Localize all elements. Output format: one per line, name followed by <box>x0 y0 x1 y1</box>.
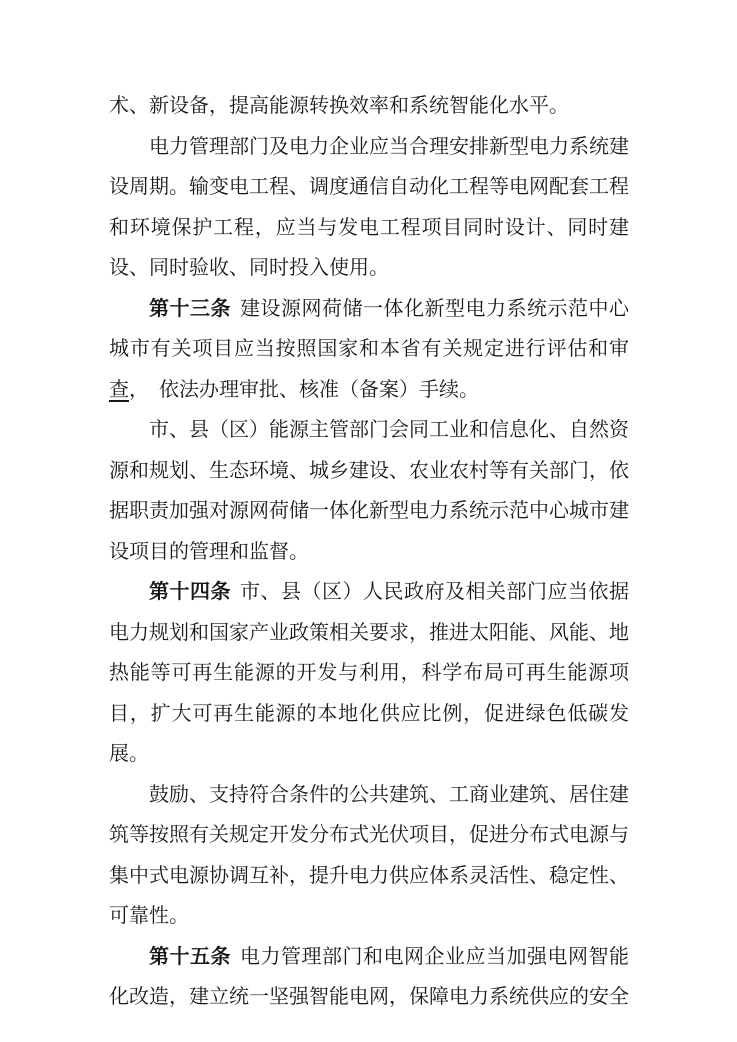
paragraph-4 <box>109 410 629 572</box>
article-number: 第十四条 <box>149 581 231 603</box>
paragraph-text: 市、县（区）能源主管部门会同工业和信息化、自然资源和规划、生态环境、城乡建设、农业农村等有关部门，依据职责加强对源网荷储一体化新型电力系统示范中心城市建设项目的管理和监督。 <box>109 419 629 563</box>
paragraph-text: 电力管理部门和电网企业应当加强电网智能化改造，建立统一坚强智能电网，保障电力系统供应的安全 <box>109 945 629 1008</box>
underlined-char: 查 <box>109 378 129 401</box>
paragraph-3 <box>109 289 629 411</box>
article-number: 第十三条 <box>149 297 231 320</box>
paragraph-text: 电力管理部门及电力企业应当合理安排新型电力系统建设周期。输变电工程、调度通信自动化工程等电网配套工程和环境保护工程，应当与发电工程项目同时设计、同时建设、同时验收、同时投入使用。 <box>109 135 629 279</box>
document-body <box>109 86 629 1018</box>
paragraph-5 <box>109 572 629 775</box>
paragraph-2 <box>109 127 629 289</box>
article-number: 第十五条 <box>149 945 231 968</box>
paragraph-text: ， 依法办理审批、核准（备案）手续。 <box>129 378 479 401</box>
paragraph-text: 术、新设备，提高能源转换效率和系统智能化水平。 <box>109 95 569 117</box>
paragraph-text: 鼓励、支持符合条件的公共建筑、工商业建筑、居住建筑等按照有关规定开发分布式光伏项目，促进分布式电源与集中式电源协调互补，提升电力供应体系灵活性、稳定性、可靠性。 <box>109 783 629 927</box>
paragraph-text: 市、县（区）人民政府及相关部门应当依据电力规划和国家产业政策相关要求，推进太阳能、风能、地热能等可再生能源的开发与利用，科学布局可再生能源项目，扩大可再生能源的本地化供应比例，促进绿色低碳发展。 <box>109 581 629 765</box>
paragraph-7 <box>109 937 629 1018</box>
paragraph-text: 建设源网荷储一体化新型电力系统示范中心城市有关项目应当按照国家和本省有关规定进行评估和审 <box>109 297 629 360</box>
paragraph-1 <box>109 86 629 127</box>
paragraph-6 <box>109 775 629 937</box>
